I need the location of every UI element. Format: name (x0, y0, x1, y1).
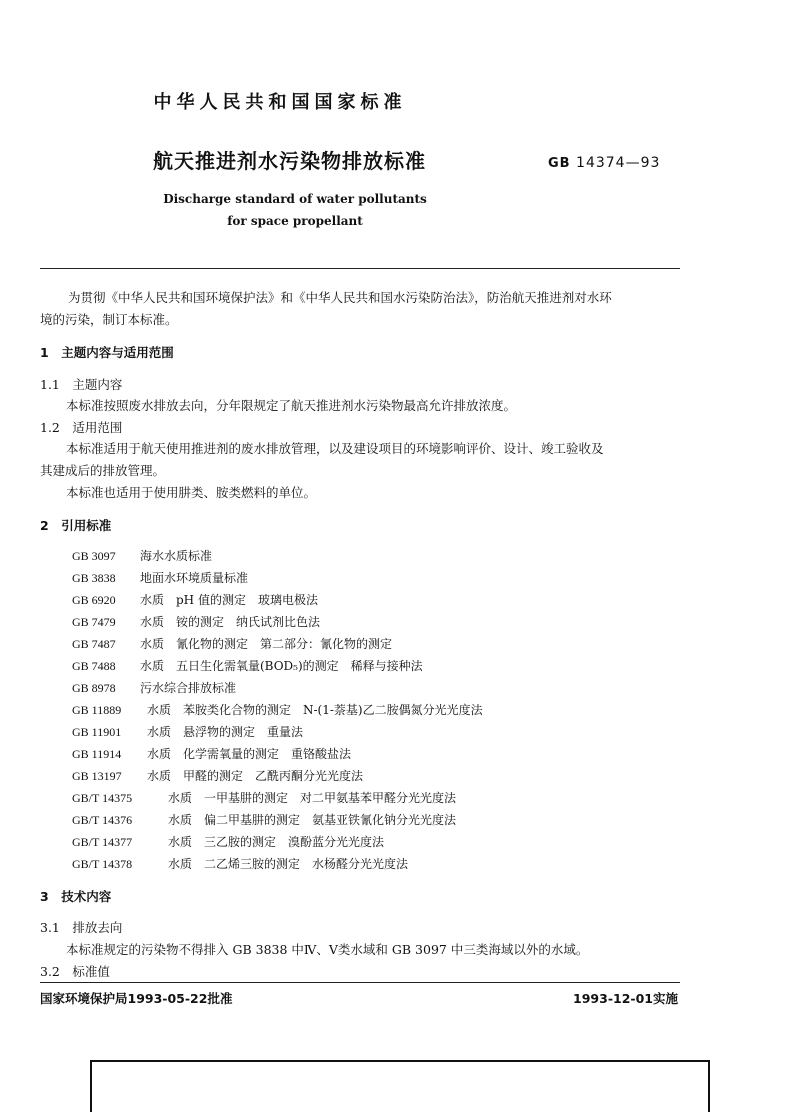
intro-line1: 为贯彻《中华人民共和国环境保护法》和《中华人民共和国水污染防治法》，防治航天推进剂对水环 (68, 290, 612, 305)
ref-item (72, 635, 392, 652)
ref-item (72, 723, 303, 740)
footer-divider (40, 982, 680, 983)
ref-code: GB/T 14375 (72, 791, 133, 805)
section1-1-heading: 1.1 主题内容 (40, 377, 123, 392)
ref-title: 水质 三乙胺的测定 溴酚蓝分光光度法 (168, 835, 385, 849)
section3-1-text: 本标准规定的污染物不得排入 GB 3838 中Ⅳ、Ⅴ类水域和 GB 3097 中三类海域以外的水域。 (66, 942, 589, 957)
ref-title: 水质 化学需氧量的测定 重铬酸盐法 (147, 747, 352, 761)
section3-heading: 3 技术内容 (40, 889, 112, 904)
ref-title: 水质 悬浮物的测定 重量法 (147, 725, 304, 739)
document-title-cn: 航天推进剂水污染物排放标准 (153, 149, 426, 173)
section2-heading: 2 引用标准 (40, 518, 112, 533)
ref-title: 水质 pH 值的测定 玻璃电极法 (140, 593, 318, 607)
section1-2-text1: 本标准适用于航天使用推进剂的废水排放管理，以及建设项目的环境影响评价、设计、竣工验收及 (66, 441, 604, 456)
ref-code: GB 13197 (72, 769, 122, 783)
ref-code: GB/T 14376 (72, 813, 133, 827)
ref-title: 水质 一甲基肼的测定 对二甲氨基苯甲醛分光光度法 (168, 791, 457, 805)
ref-item (72, 855, 408, 872)
ref-item (72, 701, 483, 718)
section1-1-text: 本标准按照废水排放去向，分年限规定了航天推进剂水污染物最高允许排放浓度。 (66, 398, 517, 413)
ref-item (72, 591, 318, 608)
ref-item (72, 657, 423, 674)
ref-item (72, 767, 363, 784)
ref-title: 水质 氰化物的测定 第二部分：氰化物的测定 (140, 637, 393, 651)
section3-1-heading: 3.1 排放去向 (40, 920, 123, 935)
ref-code: GB 7479 (72, 615, 116, 629)
standard-code (548, 155, 660, 171)
ref-title: 水质 铵的测定 纳氏试剂比色法 (140, 615, 321, 629)
ref-code: GB 11914 (72, 747, 122, 761)
document-title-en-line1: Discharge standard of water pollutants (163, 192, 427, 206)
ref-code: GB 6920 (72, 593, 116, 607)
ref-item (72, 613, 320, 630)
ref-code: GB 7487 (72, 637, 116, 651)
ref-title: 水质 甲醛的测定 乙酰丙酮分光光度法 (147, 769, 364, 783)
effective-date: 1993-12-01实施 (573, 991, 678, 1006)
header-divider (40, 268, 680, 269)
standard-code-prefix: GB (548, 156, 571, 171)
section3-2-heading: 3.2 标准值 (40, 964, 110, 979)
ref-code: GB/T 14377 (72, 835, 133, 849)
ref-title: 海水水质标准 (140, 549, 213, 563)
ref-item (72, 789, 456, 806)
ref-code: GB 11889 (72, 703, 122, 717)
intro-line2: 境的污染，制订本标准。 (40, 312, 178, 327)
ref-title: 水质 偏二甲基肼的测定 氨基亚铁氰化钠分光光度法 (168, 813, 457, 827)
approval-date: 国家环境保护局1993-05-22批准 (40, 991, 233, 1006)
ref-code: GB/T 14378 (72, 857, 133, 871)
section1-heading: 1 主题内容与适用范围 (40, 345, 174, 360)
ref-item (72, 547, 212, 564)
ref-title: 地面水环境质量标准 (140, 571, 249, 585)
ref-code: GB 3097 (72, 549, 116, 563)
ref-code: GB 3838 (72, 571, 116, 585)
ref-title: 污水综合排放标准 (140, 681, 237, 695)
ref-code: GB 7488 (72, 659, 116, 673)
issuing-country-header: 中华人民共和国国家标准 (153, 92, 407, 113)
ref-code: GB 11901 (72, 725, 122, 739)
ref-item (72, 679, 236, 696)
next-page-frame (90, 1060, 710, 1112)
section1-2-heading: 1.2 适用范围 (40, 420, 123, 435)
ref-item (72, 811, 456, 828)
standard-code-number: 14374—93 (576, 155, 661, 171)
ref-title: 水质 五日生化需氧量(BOD₅)的测定 稀释与接种法 (140, 659, 423, 673)
section1-2-text3: 本标准也适用于使用肼类、胺类燃料的单位。 (66, 485, 317, 500)
document-title-en-line2: for space propellant (227, 214, 363, 228)
ref-item (72, 569, 248, 586)
ref-code: GB 8978 (72, 681, 116, 695)
ref-item (72, 833, 384, 850)
section1-2-text2: 其建成后的排放管理。 (40, 463, 166, 478)
ref-title: 水质 苯胺类化合物的测定 N-(1-萘基)乙二胺偶氮分光光度法 (147, 703, 483, 717)
ref-title: 水质 二乙烯三胺的测定 水杨醛分光光度法 (168, 857, 409, 871)
ref-item (72, 745, 351, 762)
